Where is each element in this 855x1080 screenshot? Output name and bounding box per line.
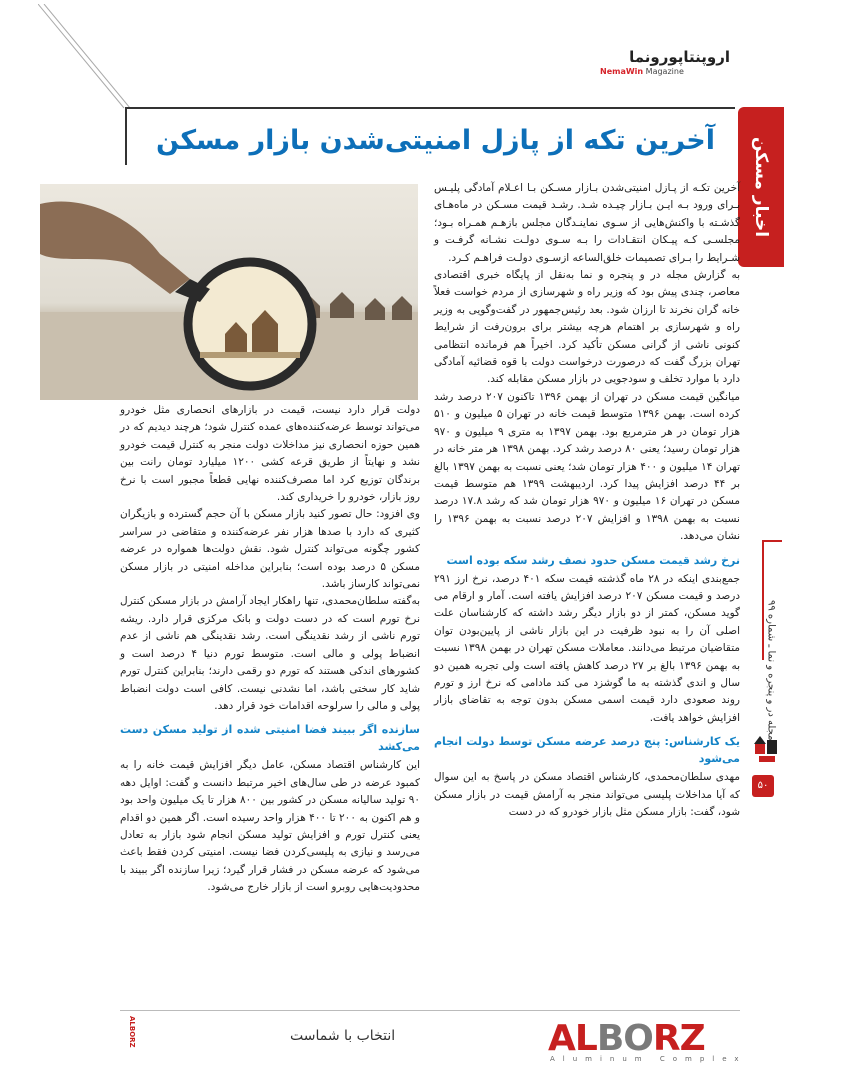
magnifying-glass-houses-photo [40, 184, 418, 400]
alborz-logo-glyphs [548, 1017, 738, 1057]
alborz-logo-letters: AL [548, 1018, 597, 1057]
svg-text:ALBORZ [548, 1018, 705, 1057]
magazine-masthead [600, 48, 730, 76]
side-accent-line-horizontal [762, 540, 782, 542]
subheading: سازنده اگر ببیند فضا امنیتی شده از تولید مسکن دست می‌کشد [120, 723, 420, 754]
paragraph: آخرین تکـه از پـازل امنیتی‌شدن بـازار مسـکن بـا اعـلام آمادگی پلیـس بـرای ورود بـه ایـن بـازار چیـده شـد. رشـد قیمت مسـکن در ماه‌هـای گذشـته با واکنش‌هایی از سـوی نماینـدگان مجلس بازهـم همـراه بـود؛ مجلسـی کـه پیـکان انتقـادات را بـه سـوی دولـت نشـانه گرفـت و شـرایط را بـرای تصمیمات خلق‌الساعه ازسـوی دولـت فراهـم کـرد. [434, 182, 740, 264]
section-tab-label: اخبار مسکن [751, 136, 771, 238]
alborz-logo [548, 1017, 747, 1065]
house-logo-icon [752, 730, 782, 766]
article-title-frame [125, 107, 735, 165]
page-number: ۵۰ [752, 775, 774, 797]
section-tab [738, 107, 784, 267]
subheading: یک کارشناس: پنج درصد عرضه مسکن توسط دولت انجام می‌شود [434, 735, 740, 766]
alborz-logo-subtitle: Aluminum Complex [550, 1055, 747, 1063]
paragraph: میانگین قیمت مسکن در تهران از بهمن ۱۳۹۶ تاکنون ۲۰۷ درصد رشد کرده است. بهمن ۱۳۹۶ متوسط قیمت خانه در تهران ۵ میلیون و ۵۱۰ هزار تومان در هر مترمربع بود. بهمن ۱۳۹۷ به متری ۹ میلیون و ۹۷۰ هزار تومان رسید؛ یعنی ۸۰ درصد رشد کرد. بهمن ۱۳۹۸ هر متر خانه در تهران ۱۴ میلیون و ۴۰۰ هزار تومان شد؛ یعنی نسبت به بهمن ۱۳۹۷ بالغ بر ۴۴ درصد افزایش پیدا کرد. اردیبهشت ۱۳۹۹ هم متوسط قیمت مسکن در تهران ۱۶ میلیون و ۹۷۰ هزار تومان شد که رشد ۱۷.۸ درصد نسبت به بهمن ۱۳۹۸ و افزایش ۲۰۷ درصد نسبت به بهمن ۱۳۹۶ را نشان می‌دهد. [434, 390, 741, 543]
footer-mini-logo: ALBORZ [128, 1016, 136, 1048]
issue-label-vertical: مجله در و پنجره و نما ـ شماره ۹۹ [765, 600, 777, 741]
paragraph: جمع‌بندی اینکه در ۲۸ ماه گذشته قیمت سکه ۴۰۱ درصد، نرخ ارز ۲۹۱ درصد و قیمت مسکن ۲۰۷ درصد افزایش یافته است. آمار و ارقام می گوید مسکن، کمتر از دو بازار دیگر رشد داشته که کارشناسان علت اصلی آن را به نبود ظرفیت در این بازار ناشی از پایین‌بودن توان متقاضیان مرتبط می‌دانند. معاملات مسکن تهران در بهمن ۱۳۹۸ نسبت به بهمن ۱۳۹۶ بالغ بر ۲۷ درصد کاهش یافته است ولی تجربه همین دو سال و اندی گذشته به ما گوشزد می کند مادامی که نرخ ارز و تورم روند صعودی دارد قیمت اسمی مسکن بدون توجه به تقاضای بازار افزایش خواهد یافت. [434, 572, 741, 724]
photo-illustration [40, 184, 418, 400]
subheading: نرخ رشد قیمت مسکن حدود نصف رشد سکه بوده است [446, 553, 740, 567]
paragraph: به‌گفته سلطان‌محمدی، تنها راهکار ایجاد آرامش در بازار مسکن کنترل نرخ تورم است که در دست دولت و بانک مرکزی قرار دارد. ریشه تورم ناشی از رشد نقدینگی است. رشد نقدینگی هم ناشی از عدم انضباط پولی و مالی است. متوسط تورم دنیا ۴ درصد است و کشورهای اندکی هستند که تورم دو رقمی دارند؛ بنابراین کنترل تورم شاید کار سختی باشد، اما نشدنی نیست. کافی است دولت انضباط پولی و مالی را سرلوحه اقدامات خود قرار دهد. [120, 595, 420, 712]
paragraph: این کارشناس اقتصاد مسکن، عامل دیگر افزایش قیمت خانه را به کمبود عرضه در طی سال‌های اخیر مرتبط دانست و گفت: اوایل دهه ۹۰ تولید سالیانه مسکن در کشور بین ۸۰۰ هزار تا یک میلیون واحد بود و هم اکنون به ۲۰۰ تا ۴۰۰ هزار واحد رسیده است. اگر همین دو اقدام یعنی کنترل تورم و افزایش تولید مسکن انجام شود بازار به تعادل می‌رسد و نیازی به پلیسی‌کردن فضا نیست. امنیتی کردن فقط باعث می‌شود که عرضه مسکن در فشار قرار گیرد؛ زیرا سازنده اگر ببیند با محدودیت‌هایی روبرو است از بازار خارج می‌شود. [120, 759, 421, 894]
footer-slogan: انتخاب با شماست [290, 1028, 396, 1044]
paragraph: مهدی سلطان‌محمدی، کارشناس اقتصاد مسکن در پاسخ به این سوال که آیا مداخلات پلیسی می‌تواند منجر به آرامش قیمت در بازار مسکن شود، گفت: بازار مسکن مثل بازار خودرو که در دست [434, 771, 740, 818]
alborz-logo-letters: RZ [652, 1018, 705, 1057]
paragraph: به گزارش مجله در و پنجره و نما به‌نقل از پایگاه خبری اقتصادی معاصر، چندی پیش بود که وزیر راه و شهرسازی از مردم خواست فعلاً خانه گران نخرند تا ارزان شود. بعد رئیس‌جمهور در گفت‌وگویی به وزیر راه و شهرسازی بر اهتمام هرچه بیشتر برای برون‌رفت از شرایط کنونی ناشی از گرانی مسکن تأکید کرد. اخیراً هم فرمانده انتظامی تهران بزرگ گفت که درصورت درخواست دولت با قوه قضائیه آمادگی دارد با موارد تخلف و سودجویی در بازار مسکن مقابله کند. [434, 269, 740, 386]
footer-divider [120, 1010, 740, 1011]
paragraph: وی افزود: حال تصور کنید بازار مسکن با آن حجم گسترده و بازیگران کثیری که دارد با صدها هزار نفر عرضه‌کننده و متقاضی در سراسر کشور چگونه می‌تواند کنترل شود. نقش دولت‌ها همواره در عرضه مسکن ۵ درصد بوده است؛ بنابراین مداخله امنیتی در بازار مسکن نمی‌تواند کارساز باشد. [120, 508, 420, 591]
paragraph: دولت قرار دارد نیست، قیمت در بازارهای انحصاری مثل خودرو می‌تواند توسط عرضه‌کننده‌های عمده کنترل شود؛ هرچند دیدیم که در همین حوزه انحصاری نیز مداخلات دولت منجر به کنترل قیمت خودرو نشد و نهایتاً از طریق قرعه کشی ۱۲۰۰ میلیارد تومان رانت بین برندگان توزیع کرد اما مصرف‌کننده نهایی قطعاً مجبور است با نرخ روز بازار، خودرو را خریداری کند. [120, 404, 420, 504]
article-column-right [434, 180, 740, 821]
alborz-logo-letters: BO [596, 1018, 653, 1057]
article-column-left [120, 402, 420, 897]
masthead-subtitle: NemaWin Magazine [600, 67, 684, 76]
article-title: آخرین تکه از پازل امنیتی‌شدن بازار مسکن [156, 125, 715, 156]
masthead-title: اروپنتاپورونما [629, 48, 730, 66]
